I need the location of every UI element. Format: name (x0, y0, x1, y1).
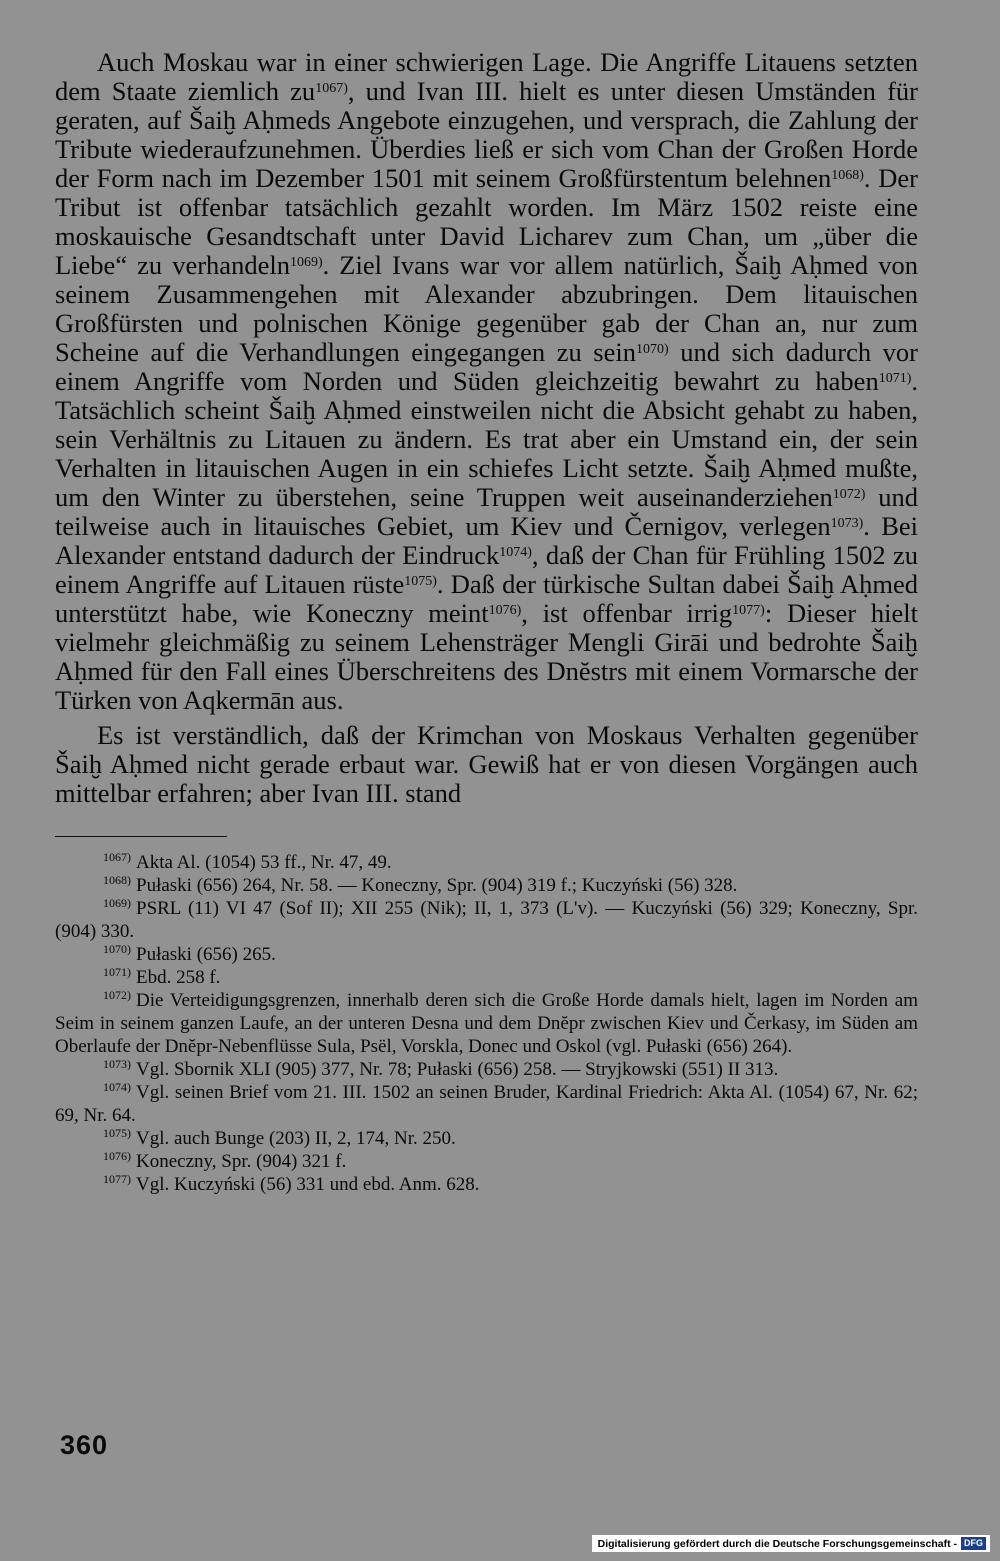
footnote (55, 1150, 918, 1173)
footnote (55, 966, 918, 989)
dfg-logo: DFG (961, 1537, 986, 1550)
footnote-number: 1071) (103, 965, 131, 979)
footnote (55, 1081, 918, 1127)
footnote (55, 1058, 918, 1081)
footnote-number: 1074) (103, 1080, 131, 1094)
footnote-number: 1072) (103, 988, 131, 1002)
footnote-marker: 1077) (732, 603, 765, 618)
footnote-text: Vgl. seinen Brief vom 21. III. 1502 an seinen Bruder, Kardinal Friedrich: Akta Al. (1054) 67, Nr. 62; 69, Nr. 64. (55, 1082, 918, 1126)
footnote-text: Vgl. Kuczyński (56) 331 und ebd. Anm. 628. (136, 1174, 480, 1195)
footnote-text: Vgl. auch Bunge (203) II, 2, 174, Nr. 250. (136, 1128, 456, 1149)
footnote-text: Vgl. Sbornik XLI (905) 377, Nr. 78; Pułaski (656) 258. — Stryjkowski (551) II 313. (136, 1059, 779, 1080)
text-segment: , ist offenbar irrig (521, 598, 733, 628)
footnote-marker: 1072) (832, 487, 866, 502)
page-number: 360 (60, 1430, 109, 1460)
footnote (55, 989, 918, 1058)
text-segment: Es ist verständlich, daß der Krimchan von Moskaus Verhalten gegenüber Šaiḫ Aḥmed nicht gerade erbaut war. Gewiß hat er von diesen Vorgängen auch mittelbar erfahren; aber Ivan III. stand (55, 720, 918, 808)
text-segment: . Der Tribut ist offenbar tatsächlich gezahlt worden. Im März 1502 reiste eine moskauische Gesandtschaft unter David Licharev zum Chan, um „über die Liebe“ zu verhandeln (55, 163, 918, 280)
text-segment: : Dieser hielt vielmehr gleichmäßig zu seinem Lehensträger Mengli Girāi und bedrohte Šaiḫ Aḥmed für den Fall eines Überschreitens des Dnĕstrs mit einem Vormarsche der Türken von Aqkermān aus. (55, 598, 919, 715)
footnote (55, 1173, 918, 1196)
credit-text: Digitalisierung gefördert durch die Deutsche Forschungsgemeinschaft - (597, 1537, 957, 1550)
footnote-number: 1073) (103, 1057, 131, 1071)
text-segment: . Bei Alexander entstand dadurch der Eindruck (55, 511, 918, 570)
footnote-number: 1075) (103, 1126, 131, 1140)
footnote-text: Die Verteidigungsgrenzen, innerhalb deren sich die Große Horde damals hielt, lagen im Norden am Seim in seinem ganzen Laufe, an der unteren Desna und dem Dnĕpr zwischen Kiev und Čerkasy, im Süden am Oberlaufe der Dnĕpr-Nebenflüsse Sula, Psël, Vorskla, Donec und Oskol (vgl. Pułaski (656) 264). (55, 990, 918, 1057)
footnote (55, 851, 918, 874)
footnote-text: Ebd. 258 f. (136, 967, 221, 988)
page-content (55, 48, 918, 1196)
footnotes (55, 851, 918, 1196)
footnote-text: PSRL (11) VI 47 (Sof II); XII 255 (Nik); II, 1, 373 (L'v). — Kuczyński (56) 329; Koneczny, Spr. (904) 330. (55, 898, 918, 942)
footnote (55, 874, 918, 897)
text-segment: . Daß der türkische Sultan dabei Šaiḫ Aḥmed unterstützt habe, wie Koneczny meint (55, 569, 918, 628)
footnote-text: Pułaski (656) 265. (136, 944, 276, 965)
text-segment: . Ziel Ivans war vor allem natürlich, Šaiḫ Aḥmed von seinem Zusammengehen mit Alexander abzubringen. Dem litauischen Großfürsten und polnischen Könige gegenüber gab der Chan an, nur zum Scheine auf die Verhandlungen eingegangen zu sein (55, 250, 918, 367)
footnote-text: Akta Al. (1054) 53 ff., Nr. 47, 49. (136, 852, 392, 873)
footnote-marker: 1071) (878, 371, 912, 386)
footnote (55, 1127, 918, 1150)
footnote-marker: 1067) (315, 81, 348, 96)
footnote-marker: 1075) (404, 574, 437, 589)
footnote-number: 1076) (103, 1149, 131, 1163)
text-segment: , und Ivan III. hielt es unter diesen Umständen für geraten, auf Šaiḫ Aḥmeds Angebote einzugehen, und versprach, die Zahlung der Tribute wiederaufzunehmen. Überdies ließ er sich vom Chan der Großen Horde der Form nach im Dezember 1501 mit seinem Großfürstentum belehnen (55, 76, 919, 193)
text-segment: , daß der Chan für Frühling 1502 zu einem Angriffe auf Litauen rüste (55, 540, 918, 599)
text-segment: und sich dadurch vor einem Angriffe vom Norden und Süden gleichzeitig bewahrt zu haben (55, 337, 918, 396)
body-text (55, 48, 918, 808)
footnote-marker: 1070) (635, 342, 669, 357)
footnote-number: 1067) (103, 850, 131, 864)
footnote (55, 897, 918, 943)
footnote-marker: 1069) (289, 255, 323, 270)
footnote (55, 943, 918, 966)
footnote-number: 1077) (103, 1172, 131, 1186)
footnote-marker: 1076) (488, 603, 522, 618)
paragraph (55, 48, 918, 715)
footnote-marker: 1073) (830, 516, 864, 531)
footnote-text: Pułaski (656) 264, Nr. 58. — Koneczny, Spr. (904) 319 f.; Kuczyński (56) 328. (136, 875, 738, 896)
footnote-marker: 1068) (831, 168, 864, 183)
text-segment: . Tatsächlich scheint Šaiḫ Aḥmed einstweilen nicht die Absicht gehabt zu haben, sein Verhältnis zu Litauen zu ändern. Es trat aber ein Umstand ein, der sein Verhalten in litauischen Augen in ein schiefes Licht setzte. Šaiḫ Aḥmed mußte, um den Winter zu überstehen, seine Truppen weit auseinanderziehen (55, 366, 918, 512)
paragraph (55, 721, 918, 808)
footnote-number: 1070) (103, 942, 131, 956)
footnote-number: 1068) (103, 873, 131, 887)
digitization-credit (592, 1535, 990, 1552)
footnote-marker: 1074) (499, 545, 532, 560)
text-segment: und teilweise auch in litauisches Gebiet, um Kiev und Černigov, verlegen (55, 482, 918, 541)
footnote-separator (55, 836, 227, 837)
text-segment: Auch Moskau war in einer schwierigen Lage. Die Angriffe Litauens setzten dem Staate ziemlich zu (55, 47, 918, 106)
footnote-number: 1069) (103, 896, 131, 910)
footnote-text: Koneczny, Spr. (904) 321 f. (136, 1151, 347, 1172)
